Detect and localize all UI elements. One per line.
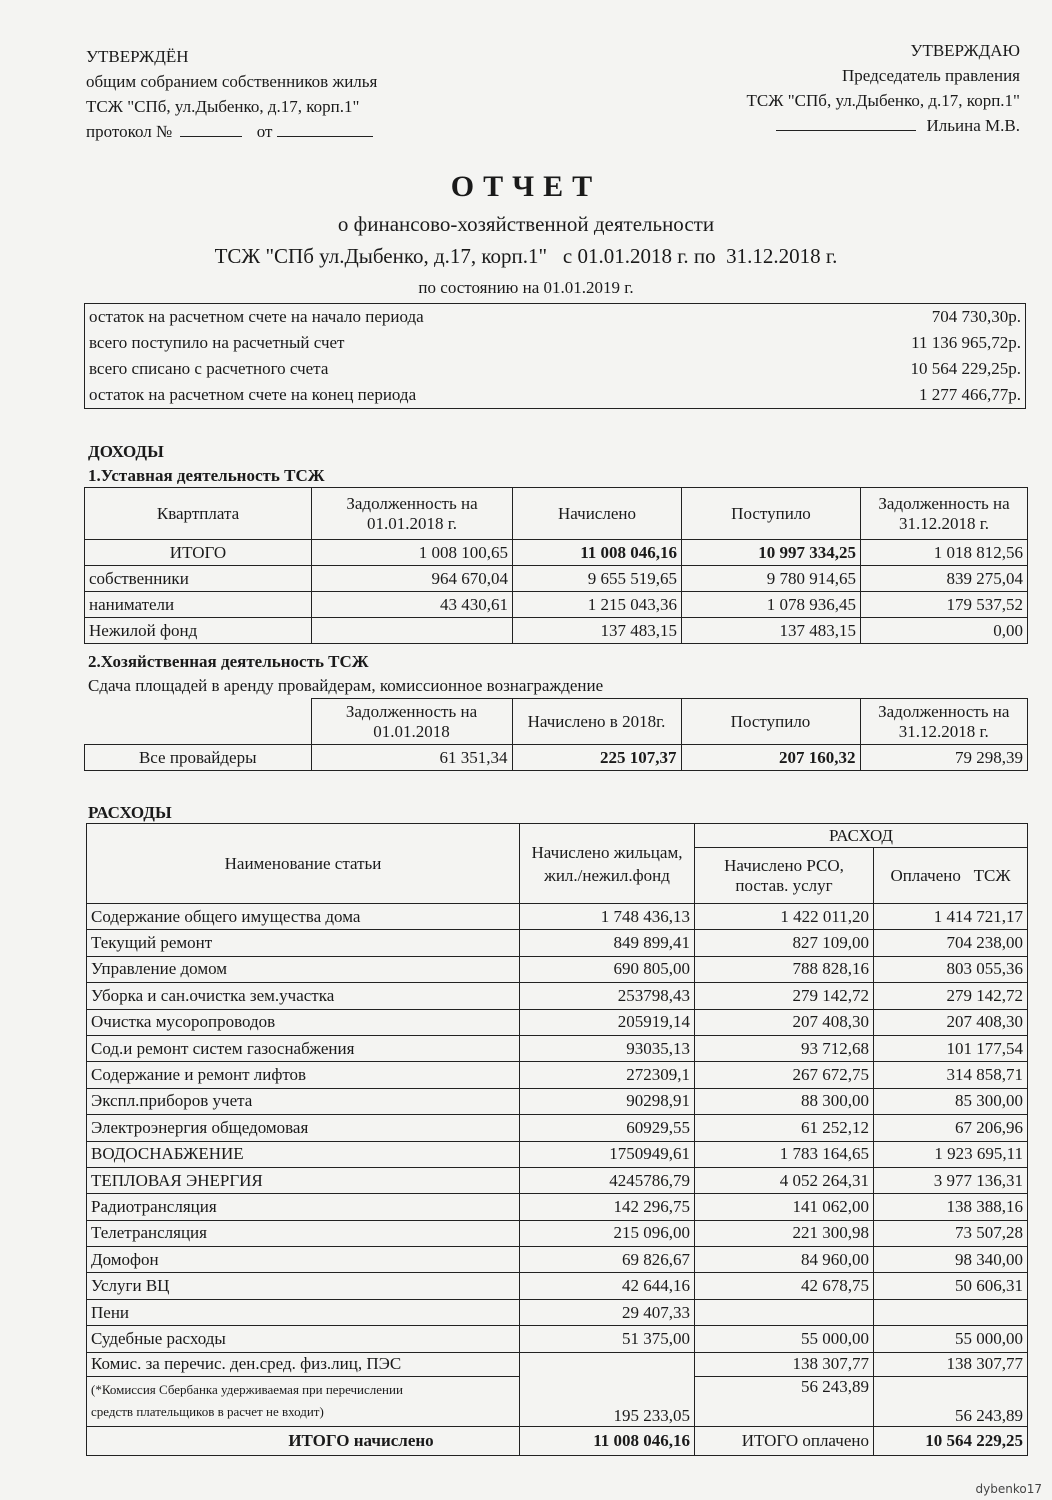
- cell: [312, 618, 513, 644]
- summary-value: 704 730,30р.: [931, 307, 1021, 326]
- cell: 79 298,39: [860, 745, 1028, 771]
- col-header-charged-rso: Начислено РСО, постав. услуг: [695, 848, 874, 904]
- summary-label: остаток на расчетном счете на начало периода: [89, 307, 424, 326]
- row-label: Все провайдеры: [85, 745, 312, 771]
- cell: 221 300,98: [695, 1220, 874, 1246]
- table-row: [87, 1326, 1028, 1352]
- table-row: [87, 1247, 1028, 1273]
- cell: 138 388,16: [874, 1194, 1028, 1220]
- row-label: Радиотрансляция: [87, 1194, 520, 1220]
- cell: 56 243,89: [874, 1376, 1028, 1426]
- cell: 827 109,00: [695, 930, 874, 956]
- col-header-paid: Оплачено ТСЖ: [874, 848, 1028, 904]
- cell: 43 430,61: [312, 592, 513, 618]
- income-heading: ДОХОДЫ: [88, 442, 164, 461]
- cell: 272309,1: [520, 1062, 695, 1088]
- row-label: Очистка мусоропроводов: [87, 1009, 520, 1035]
- protocol-number-blank: [180, 122, 242, 137]
- row-label: Нежилой фонд: [85, 618, 312, 644]
- signer-name: Ильина М.В.: [926, 116, 1020, 135]
- cell: 1 008 100,65: [312, 540, 513, 566]
- cell: 141 062,00: [695, 1194, 874, 1220]
- table-row: [85, 745, 1028, 771]
- cell: 253798,43: [520, 983, 695, 1009]
- cell: 207 160,32: [681, 745, 860, 771]
- report-subtitle: о финансово-хозяйственной деятельности: [337, 212, 715, 236]
- cell: 3 977 136,31: [874, 1167, 1028, 1193]
- cell: 101 177,54: [874, 1035, 1028, 1061]
- table-row: [87, 1194, 1028, 1220]
- cell: 50 606,31: [874, 1273, 1028, 1299]
- table-row: [87, 1035, 1028, 1061]
- protocol-date-blank: [277, 122, 373, 137]
- cell: 55 000,00: [695, 1326, 874, 1352]
- protocol-line: [86, 119, 377, 144]
- cell: 10 997 334,25: [682, 540, 861, 566]
- cell: 93035,13: [520, 1035, 695, 1061]
- report-title: ОТЧЕТ: [450, 170, 602, 203]
- cell: 73 507,28: [874, 1220, 1028, 1246]
- row-label: ВОДОСНАБЖЕНИЕ: [87, 1141, 520, 1167]
- cell: 88 300,00: [695, 1088, 874, 1114]
- summary-value: 1 277 466,77р.: [919, 385, 1021, 404]
- col-header-charged-residents: Начислено жильцам, жил./нежил.фонд: [520, 824, 695, 904]
- cell: 29 407,33: [520, 1299, 695, 1325]
- cell: 4 052 264,31: [695, 1167, 874, 1193]
- cell: 195 233,05: [520, 1352, 695, 1426]
- row-label: Домофон: [87, 1247, 520, 1273]
- cell: 90298,91: [520, 1088, 695, 1114]
- row-label: Содержание общего имущества дома: [87, 904, 520, 930]
- expenses-body: [87, 904, 1028, 1353]
- cell: 51 375,00: [520, 1326, 695, 1352]
- total-charged-value: 11 008 046,16: [520, 1426, 695, 1455]
- income-statutory-table: [84, 487, 1028, 644]
- table-header-row: [85, 699, 1028, 745]
- cell: 849 899,41: [520, 930, 695, 956]
- row-label: Уборка и сан.очистка зем.участка: [87, 983, 520, 1009]
- table-row: [85, 540, 1028, 566]
- row-label: Текущий ремонт: [87, 930, 520, 956]
- cell: 93 712,68: [695, 1035, 874, 1061]
- cell: 215 096,00: [520, 1220, 695, 1246]
- cell: 60929,55: [520, 1115, 695, 1141]
- note-line2: средств плательщиков в расчет не входит): [91, 1404, 324, 1420]
- cell: 788 828,16: [695, 956, 874, 982]
- watermark: dybenko17: [975, 1482, 1042, 1496]
- cell: 69 826,67: [520, 1247, 695, 1273]
- cell: 0,00: [861, 618, 1028, 644]
- cell: 1750949,61: [520, 1141, 695, 1167]
- col-header-empty: [85, 699, 312, 745]
- table-header-row: [87, 824, 1028, 848]
- account-summary-table: [84, 303, 1026, 409]
- cell: 803 055,36: [874, 956, 1028, 982]
- col-header-charged: Начислено: [513, 488, 682, 540]
- table-row: [87, 930, 1028, 956]
- summary-label: остаток на расчетном счете на конец периода: [89, 385, 417, 404]
- cell: 314 858,71: [874, 1062, 1028, 1088]
- row-label: Телетрансляция: [87, 1220, 520, 1246]
- row-label: наниматели: [85, 592, 312, 618]
- table-row: [85, 592, 1028, 618]
- signature-blank: [776, 116, 916, 131]
- cell: 138 307,77: [695, 1352, 874, 1376]
- expenses-heading: РАСХОДЫ: [88, 803, 172, 822]
- report-period: ТСЖ "СПб ул.Дыбенко, д.17, корп.1" с 01.01.2018 г. по 31.12.2018 г.: [214, 244, 838, 268]
- table-row: [87, 1299, 1028, 1325]
- summary-row: [85, 382, 1026, 409]
- table-row: [85, 566, 1028, 592]
- note-line1: (*Комиссия Сбербанка удерживаемая при перечислении: [91, 1382, 403, 1398]
- total-charged-label: ИТОГО начислено: [87, 1426, 520, 1455]
- table-row: [87, 1009, 1028, 1035]
- cell: [874, 1299, 1028, 1325]
- cell: 61 252,12: [695, 1115, 874, 1141]
- cell: 207 408,30: [874, 1009, 1028, 1035]
- income-section1-title: 1.Уставная деятельность ТСЖ: [88, 466, 325, 485]
- total-paid-label: ИТОГО оплачено: [695, 1426, 874, 1455]
- signature-line: [747, 113, 1020, 138]
- cell: 9 655 519,65: [513, 566, 682, 592]
- col-header-item: Наименование статьи: [87, 824, 520, 904]
- table-header-row: [85, 488, 1028, 540]
- cell: 179 537,52: [861, 592, 1028, 618]
- summary-row: [85, 330, 1026, 356]
- table-row: [87, 956, 1028, 982]
- protocol-from-label: от: [256, 122, 273, 141]
- cell: 98 340,00: [874, 1247, 1028, 1273]
- cell: 964 670,04: [312, 566, 513, 592]
- cell: 279 142,72: [874, 983, 1028, 1009]
- table-total-row: [87, 1426, 1028, 1455]
- cell: 839 275,04: [861, 566, 1028, 592]
- cell: 1 783 164,65: [695, 1141, 874, 1167]
- approved-line1: общим собранием собственников жилья: [86, 72, 378, 91]
- cell: 4245786,79: [520, 1167, 695, 1193]
- row-label: Сод.и ремонт систем газоснабжения: [87, 1035, 520, 1061]
- summary-label: всего поступило на расчетный счет: [89, 333, 345, 352]
- cell: 690 805,00: [520, 956, 695, 982]
- table-row: [87, 1352, 1028, 1376]
- cell: 137 483,15: [682, 618, 861, 644]
- cell: 1 078 936,45: [682, 592, 861, 618]
- cell: 142 296,75: [520, 1194, 695, 1220]
- col-header-debt-end: Задолженность на 31.12.2018 г.: [861, 488, 1028, 540]
- col-header-expense-group: РАСХОД: [695, 824, 1028, 848]
- col-header-debt-start: Задолженность на 01.01.2018: [311, 699, 512, 745]
- cell: 205919,14: [520, 1009, 695, 1035]
- col-header-rent: Квартплата: [85, 488, 312, 540]
- summary-row: [85, 356, 1026, 382]
- cell: 61 351,34: [311, 745, 512, 771]
- summary-row: [85, 304, 1026, 331]
- cell: 9 780 914,65: [682, 566, 861, 592]
- row-label: Судебные расходы: [87, 1326, 520, 1352]
- cell: 85 300,00: [874, 1088, 1028, 1114]
- row-label: Содержание и ремонт лифтов: [87, 1062, 520, 1088]
- table-row: [87, 1062, 1028, 1088]
- row-label: Электроэнергия общедомовая: [87, 1115, 520, 1141]
- col-header-charged: Начислено в 2018г.: [512, 699, 681, 745]
- summary-value: 10 564 229,25р.: [910, 359, 1021, 378]
- row-label-commission: Комис. за перечис. ден.сред. физ.лиц, ПЭС: [87, 1352, 520, 1376]
- cell: 42 678,75: [695, 1273, 874, 1299]
- table-row: [87, 1141, 1028, 1167]
- summary-value: 11 136 965,72р.: [911, 333, 1021, 352]
- cell: [695, 1299, 874, 1325]
- cell: 67 206,96: [874, 1115, 1028, 1141]
- table-row: [87, 1220, 1028, 1246]
- report-as-of: по состоянию на 01.01.2019 г.: [418, 278, 634, 297]
- cell: 84 960,00: [695, 1247, 874, 1273]
- row-label: ТЕПЛОВАЯ ЭНЕРГИЯ: [87, 1167, 520, 1193]
- row-label: Пени: [87, 1299, 520, 1325]
- cell: 1 018 812,56: [861, 540, 1028, 566]
- cell: 1 923 695,11: [874, 1141, 1028, 1167]
- col-header-received: Поступило: [681, 699, 860, 745]
- cell: 55 000,00: [874, 1326, 1028, 1352]
- row-label-total: ИТОГО: [85, 540, 312, 566]
- table-row: [87, 1273, 1028, 1299]
- income-section2-subtitle: Сдача площадей в аренду провайдерам, комиссионное вознаграждение: [88, 676, 604, 695]
- cell: 42 644,16: [520, 1273, 695, 1299]
- table-row: [87, 1167, 1028, 1193]
- row-label: Услуги ВЦ: [87, 1273, 520, 1299]
- approval-block-right: [747, 38, 1020, 138]
- cell: 138 307,77: [874, 1352, 1028, 1376]
- summary-label: всего списано с расчетного счета: [89, 359, 329, 378]
- cell: 56 243,89: [695, 1376, 874, 1426]
- cell: 704 238,00: [874, 930, 1028, 956]
- cell: 1 748 436,13: [520, 904, 695, 930]
- col-header-debt-end: Задолженность на 31.12.2018 г.: [860, 699, 1028, 745]
- income-section2-title: 2.Хозяйственная деятельность ТСЖ: [88, 652, 369, 671]
- row-label-commission-note: [87, 1376, 520, 1426]
- total-paid-value: 10 564 229,25: [874, 1426, 1028, 1455]
- cell: 137 483,15: [513, 618, 682, 644]
- expenses-table: [86, 823, 1028, 1456]
- cell: 225 107,37: [512, 745, 681, 771]
- chairman-position: Председатель правления: [841, 66, 1020, 85]
- table-row: [87, 1088, 1028, 1114]
- table-row: [87, 983, 1028, 1009]
- chairman-org: ТСЖ "СПб, ул.Дыбенко, д.17, корп.1": [746, 91, 1020, 110]
- cell: 207 408,30: [695, 1009, 874, 1035]
- row-label: собственники: [85, 566, 312, 592]
- row-label: Экспл.приборов учета: [87, 1088, 520, 1114]
- row-label: Управление домом: [87, 956, 520, 982]
- cell: 1 215 043,36: [513, 592, 682, 618]
- approve-label: УТВЕРЖДАЮ: [910, 41, 1020, 60]
- col-header-debt-start: Задолженность на 01.01.2018 г.: [312, 488, 513, 540]
- table-row: [85, 618, 1028, 644]
- table-row: [87, 1115, 1028, 1141]
- cell: 1 414 721,17: [874, 904, 1028, 930]
- cell: 279 142,72: [695, 983, 874, 1009]
- cell: 11 008 046,16: [513, 540, 682, 566]
- table-row: [87, 904, 1028, 930]
- col-header-received: Поступило: [682, 488, 861, 540]
- cell: 267 672,75: [695, 1062, 874, 1088]
- approved-label: УТВЕРЖДЁН: [86, 47, 189, 66]
- cell: 1 422 011,20: [695, 904, 874, 930]
- approved-line2: ТСЖ "СПб, ул.Дыбенко, д.17, корп.1": [86, 97, 360, 116]
- income-business-table: [84, 698, 1028, 771]
- protocol-label: протокол №: [86, 122, 173, 141]
- approval-block-left: [86, 44, 377, 144]
